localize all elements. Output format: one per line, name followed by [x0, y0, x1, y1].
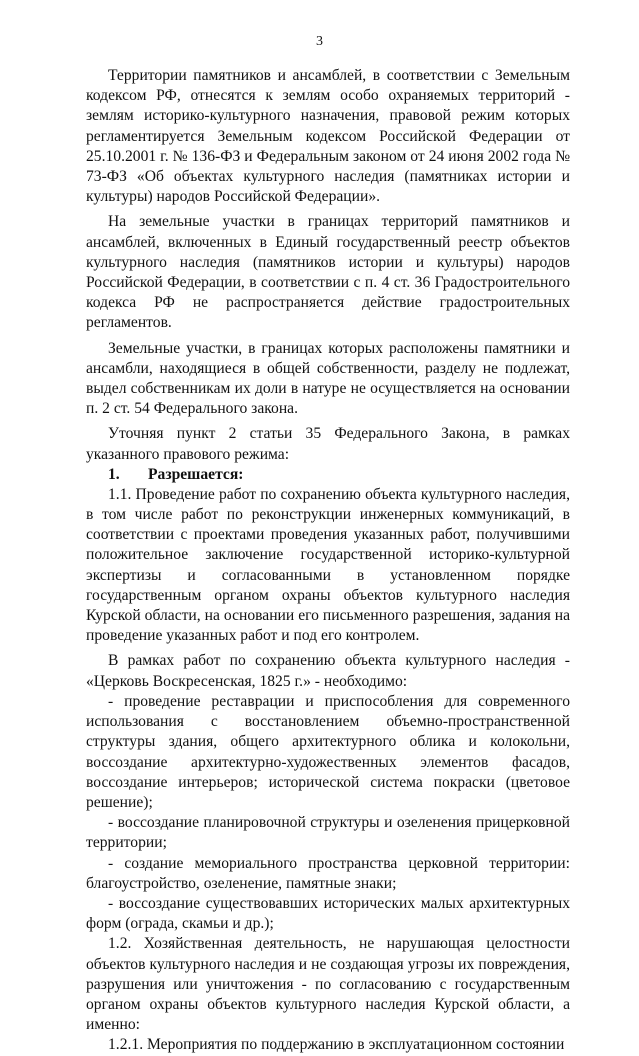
page-number: 3 [316, 34, 323, 49]
paragraph-church-works: В рамках работ по сохранению объекта культурного наследия - «Церковь Воскресенская, 1825 г.» - необходимо: [86, 652, 570, 690]
list-item-memorial-space: - создание мемориального пространства церковной территории: благоустройство, озеленение, памятные знаки; [86, 854, 570, 892]
clause-1-2-1: 1.2.1. Мероприятия по поддержанию в эксплуатационном состоянии [108, 1036, 565, 1054]
paragraph-territories: Территории памятников и ансамблей, в соответствии с Земельным кодексом РФ, отнесятся к землям особо охраняемых территорий - землям историко-культурного назначения, правовой режим которых регламентируется Земельным кодексом Российской Федерации от 25.10.2001 г. № 136-ФЗ и Федеральным законом от 24 июня 2002 года № 73-ФЗ «Об объектах культурного наследия (памятниках истории и культуры) народов Российской Федерации». [86, 67, 570, 206]
paragraph-common-ownership: Земельные участки, в границах которых расположены памятники и ансамбли, находящиеся в общей собственности, разделу не подлежат, выдел собственникам их доли в натуре не осуществляется на основании п. 2 ст. 54 Федерального закона. [86, 339, 570, 418]
clause-1-1: 1.1. Проведение работ по сохранению объекта культурного наследия, в том числе работ по реконструкции инженерных коммуникаций, в соответствии с проектами проведения указанных работ, получившими положительное заключение государственной историко-культурной экспертизы и согласованными в установленном порядке государственным органом охраны объектов культурного наследия Курской области, на основании его письменного разрешения, задания на проведение указанных работ и под его контролем. [86, 485, 570, 645]
section-heading-allowed [86, 465, 570, 485]
paragraph-clarification: Уточняя пункт 2 статьи 35 Федерального Закона, в рамках указанного правового режима: [86, 425, 570, 463]
section-title: Разрешается: [148, 465, 244, 483]
section-number: 1. [108, 465, 120, 483]
list-item-planning-structure: - воссоздание планировочной структуры и озеленения прицерковной территории; [86, 814, 570, 852]
document-body [86, 66, 570, 1056]
clause-1-2: 1.2. Хозяйственная деятельность, не нарушающая целостности объектов культурного наследия и не создающая угрозы их повреждения, разрушения или уничтожения - по согласованию с государственным органом охраны объектов культурного наследия Курской области, а именно: [86, 935, 570, 1034]
paragraph-land-plots: На земельные участки в границах территорий памятников и ансамблей, включенных в Единый государственный реестр объектов культурного наследия (памятников истории и культуры) народов Российской Федерации, в соответствии с п. 4 ст. 36 Градостроительного кодекса РФ не распространяется действие градостроительных регламентов. [86, 213, 570, 332]
list-item-restoration: - проведение реставрации и приспособления для современного использования с восстановлением объемно-пространственной структуры здания, общего архитектурного облика и колокольни, воссоздание архитектурно-художественных элементов фасадов, воссоздание интерьеров; исторической система покраски (цветовое решение); [86, 692, 570, 811]
list-item-small-forms: - воссоздание существовавших исторических малых архитектурных форм (ограда, скамьи и др.); [86, 894, 570, 933]
